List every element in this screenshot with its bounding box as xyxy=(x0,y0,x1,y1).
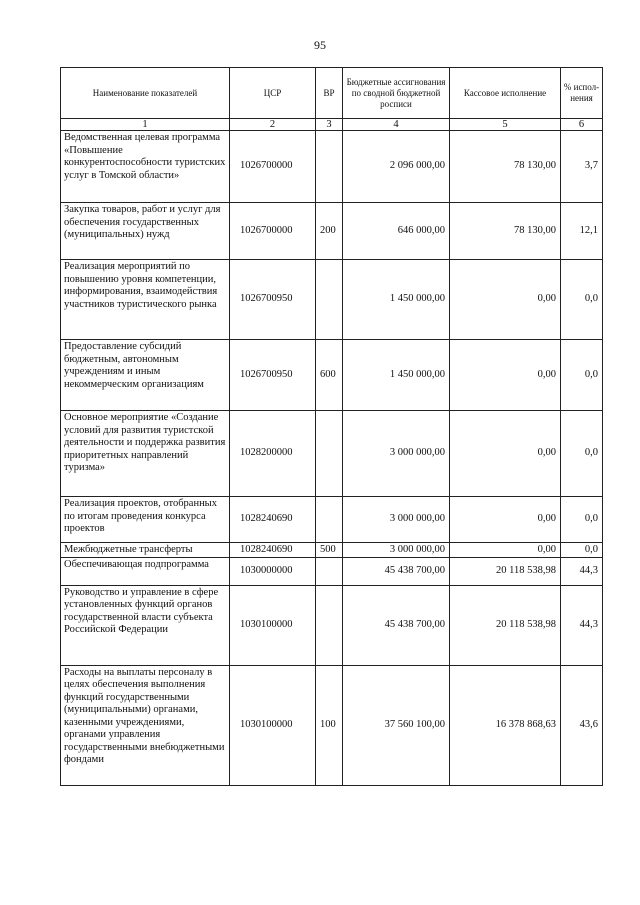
row-cash: 0,00 xyxy=(450,497,561,543)
table-row xyxy=(61,260,603,340)
row-cash: 0,00 xyxy=(450,340,561,411)
row-csr: 1026700950 xyxy=(230,340,316,411)
row-percent: 0,0 xyxy=(561,340,603,411)
table-row xyxy=(61,411,603,497)
row-percent: 44,3 xyxy=(561,557,603,585)
row-name: Реализация мероприятий по повышению уровня компетенции, информирования, взаимодействия участников туристического рынка xyxy=(61,260,230,340)
row-percent: 3,7 xyxy=(561,131,603,203)
row-budget: 646 000,00 xyxy=(343,203,450,260)
row-csr: 1026700000 xyxy=(230,203,316,260)
row-csr: 1026700000 xyxy=(230,131,316,203)
row-vr xyxy=(316,557,343,585)
row-name: Предоставление субсидий бюджетным, автономным учреждениям и иным некоммерческим организациям xyxy=(61,340,230,411)
row-vr xyxy=(316,260,343,340)
column-number: 6 xyxy=(561,119,603,131)
row-vr: 100 xyxy=(316,665,343,785)
row-percent: 44,3 xyxy=(561,585,603,665)
row-csr: 1026700950 xyxy=(230,260,316,340)
row-name: Закупка товаров, работ и услуг для обеспечения государственных (муниципальных) нужд xyxy=(61,203,230,260)
row-cash: 78 130,00 xyxy=(450,131,561,203)
row-budget: 45 438 700,00 xyxy=(343,557,450,585)
row-budget: 37 560 100,00 xyxy=(343,665,450,785)
column-number: 2 xyxy=(230,119,316,131)
row-csr: 1028200000 xyxy=(230,411,316,497)
row-name: Межбюджетные трансферты xyxy=(61,543,230,558)
row-percent: 12,1 xyxy=(561,203,603,260)
column-number-row xyxy=(61,119,603,131)
row-vr xyxy=(316,585,343,665)
row-percent: 0,0 xyxy=(561,411,603,497)
budget-table xyxy=(60,67,603,786)
row-cash: 0,00 xyxy=(450,260,561,340)
row-cash: 0,00 xyxy=(450,543,561,558)
row-vr: 200 xyxy=(316,203,343,260)
row-cash: 16 378 868,63 xyxy=(450,665,561,785)
row-csr: 1030000000 xyxy=(230,557,316,585)
row-vr: 600 xyxy=(316,340,343,411)
table-row xyxy=(61,543,603,558)
header-cash: Кассовое исполнение xyxy=(450,68,561,119)
row-vr xyxy=(316,131,343,203)
row-budget: 3 000 000,00 xyxy=(343,411,450,497)
table-row xyxy=(61,131,603,203)
row-name: Реализация проектов, отобранных по итогам проведения конкурса проектов xyxy=(61,497,230,543)
header-name: Наименование показателей xyxy=(61,68,230,119)
row-budget: 1 450 000,00 xyxy=(343,340,450,411)
table-row xyxy=(61,557,603,585)
row-csr: 1028240690 xyxy=(230,497,316,543)
row-budget: 3 000 000,00 xyxy=(343,543,450,558)
row-cash: 78 130,00 xyxy=(450,203,561,260)
row-name: Ведомственная целевая программа «Повышение конкурентоспособности туристских услуг в Томской области» xyxy=(61,131,230,203)
row-budget: 1 450 000,00 xyxy=(343,260,450,340)
header-row xyxy=(61,68,603,119)
page-number: 95 xyxy=(314,38,326,52)
table-row xyxy=(61,665,603,785)
row-vr xyxy=(316,497,343,543)
row-cash: 20 118 538,98 xyxy=(450,557,561,585)
column-number: 3 xyxy=(316,119,343,131)
table-row xyxy=(61,203,603,260)
column-number: 1 xyxy=(61,119,230,131)
row-percent: 43,6 xyxy=(561,665,603,785)
column-number: 5 xyxy=(450,119,561,131)
row-cash: 20 118 538,98 xyxy=(450,585,561,665)
row-budget: 45 438 700,00 xyxy=(343,585,450,665)
table-row xyxy=(61,585,603,665)
row-csr: 1028240690 xyxy=(230,543,316,558)
row-budget: 3 000 000,00 xyxy=(343,497,450,543)
header-vr: ВР xyxy=(316,68,343,119)
table-row xyxy=(61,340,603,411)
row-percent: 0,0 xyxy=(561,260,603,340)
row-cash: 0,00 xyxy=(450,411,561,497)
row-percent: 0,0 xyxy=(561,543,603,558)
row-vr xyxy=(316,411,343,497)
table-row xyxy=(61,497,603,543)
header-csr: ЦСР xyxy=(230,68,316,119)
row-budget: 2 096 000,00 xyxy=(343,131,450,203)
row-name: Руководство и управление в сфере установленных функций органов государственной власти субъекта Российской Федерации xyxy=(61,585,230,665)
row-name: Основное мероприятие «Создание условий для развития туристской деятельности и поддержка развития приоритетных направлений туризма» xyxy=(61,411,230,497)
header-budget: Бюджетные ассигнования по сводной бюджетной росписи xyxy=(343,68,450,119)
row-vr: 500 xyxy=(316,543,343,558)
row-csr: 1030100000 xyxy=(230,585,316,665)
row-csr: 1030100000 xyxy=(230,665,316,785)
column-number: 4 xyxy=(343,119,450,131)
row-name: Расходы на выплаты персоналу в целях обеспечения выполнения функций государственными (муниципальными) органами, казенными учреждениями, органами управления государственными внебюджетными фондами xyxy=(61,665,230,785)
header-percent: % испол-нения xyxy=(561,68,603,119)
row-percent: 0,0 xyxy=(561,497,603,543)
row-name: Обеспечивающая подпрограмма xyxy=(61,557,230,585)
